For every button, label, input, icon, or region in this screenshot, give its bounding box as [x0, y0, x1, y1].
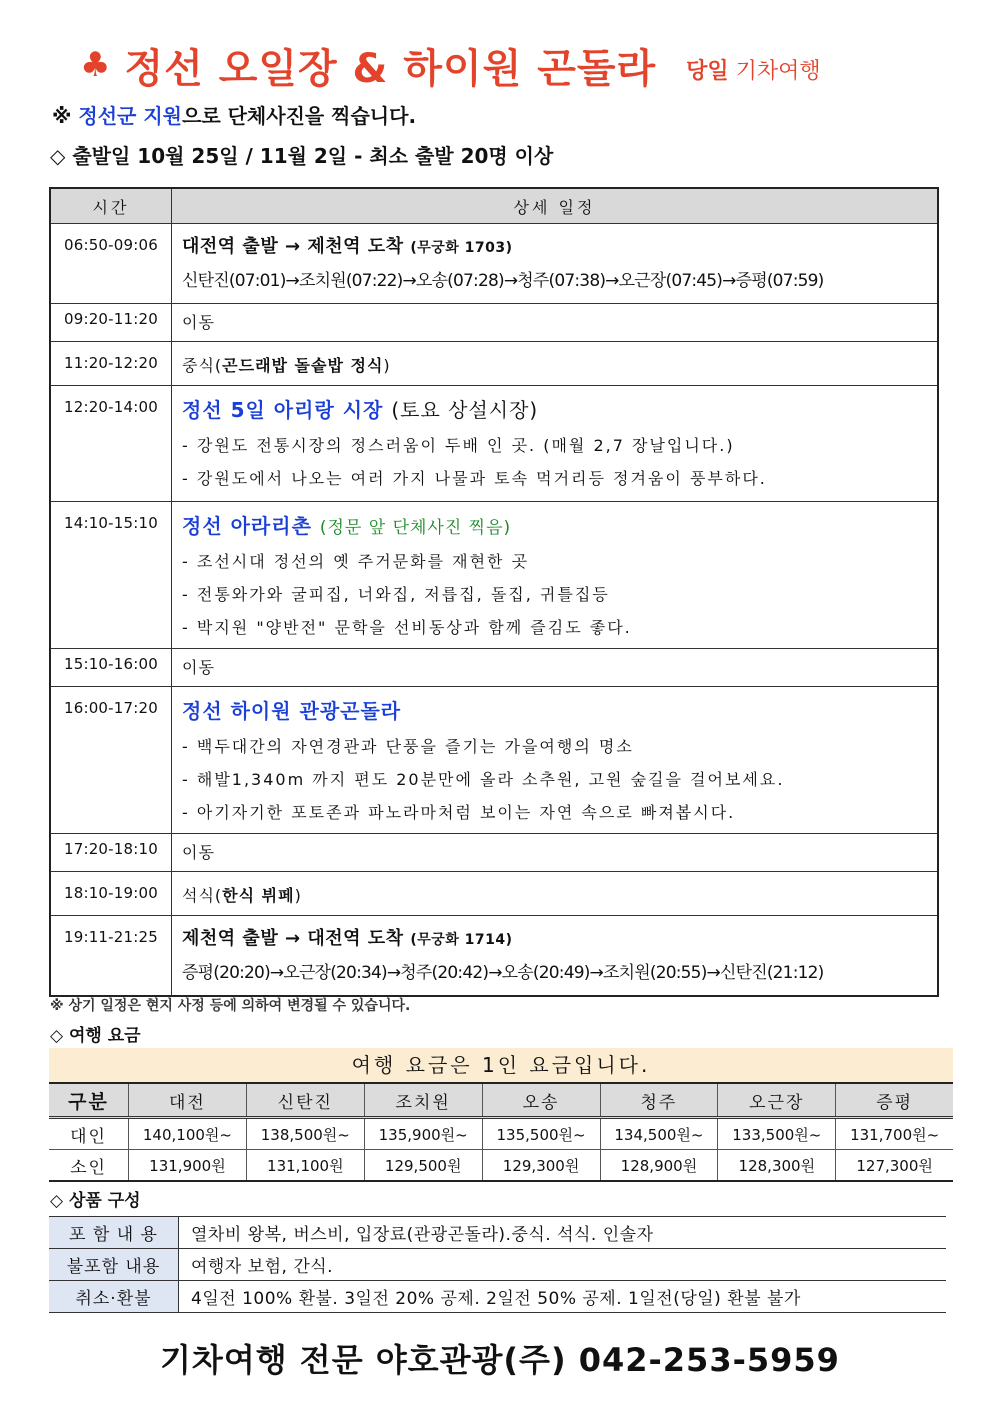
subtitle-trip: 기차여행 [735, 58, 821, 84]
schedule-row [50, 916, 938, 996]
fare-cell: 138,500원~ [246, 1118, 364, 1150]
fare-cell: 소인 [49, 1150, 129, 1182]
row-detail: 이동 [172, 649, 939, 687]
product-section-title: ◇ 상품 구성 [50, 1191, 141, 1211]
product-label: 포 함 내 용 [49, 1217, 179, 1249]
product-value: 여행자 보험, 간식. [179, 1249, 947, 1281]
fare-cell: 134,500원~ [600, 1118, 718, 1150]
row-time: 12:20-14:00 [50, 386, 172, 502]
fare-cell: 140,100원~ [129, 1118, 247, 1150]
row-detail [172, 342, 939, 386]
row-heading [182, 510, 927, 539]
fare-cell: 131,100원 [246, 1150, 364, 1182]
schedule-footnote: ※ 상기 일정은 현지 사정 등에 의하여 변경될 수 있습니다. [50, 998, 411, 1014]
fare-header-cell: 증평 [836, 1083, 953, 1118]
col-detail: 상세 일정 [172, 188, 939, 224]
schedule-row [50, 649, 938, 687]
fare-child-row [49, 1150, 953, 1182]
row-time: 17:20-18:10 [50, 834, 172, 872]
row-time: 19:11-21:25 [50, 916, 172, 996]
row-time: 15:10-16:00 [50, 649, 172, 687]
fare-cell: 131,700원~ [836, 1118, 953, 1150]
heading-note: (토요 상설시장) [391, 398, 539, 422]
fare-header-cell: 청주 [600, 1083, 718, 1118]
train-number: (무궁화 1714) [410, 932, 513, 948]
product-value: 열차비 왕복, 버스비, 입장료(관광곤돌라).중식. 석식. 인솔자 [179, 1217, 947, 1249]
fare-cell: 129,300원 [482, 1150, 600, 1182]
fare-header-cell: 대전 [129, 1083, 247, 1118]
meal-menu: 곤드래밥 돌솥밥 정식 [222, 356, 384, 375]
fare-header-cell: 오송 [482, 1083, 600, 1118]
row-heading: 정선 하이원 관광곤돌라 [182, 699, 402, 723]
row-time: 11:20-12:20 [50, 342, 172, 386]
bullet-line: - 백두대간의 자연경관과 단풍을 즐기는 가을여행의 명소 [182, 737, 634, 756]
fare-cell: 129,500원 [364, 1150, 482, 1182]
row-time: 06:50-09:06 [50, 224, 172, 304]
schedule-row [50, 872, 938, 916]
bullet-line: - 전통와가와 굴피집, 너와집, 저릅집, 돌집, 귀틀집등 [182, 585, 610, 604]
fare-table [49, 1082, 953, 1182]
row-detail [172, 502, 939, 649]
fare-header-row [49, 1083, 953, 1118]
bullet-line: - 강원도에서 나오는 여러 가지 나물과 토속 먹거리등 정겨움이 풍부하다. [182, 469, 767, 488]
fare-cell: 대인 [49, 1118, 129, 1150]
product-label: 불포함 내용 [49, 1249, 179, 1281]
train-number: (무궁화 1703) [410, 240, 513, 256]
product-value: 4일전 100% 환불. 3일전 20% 공제. 2일전 50% 공제. 1일전(당일) 환불 불가 [179, 1281, 947, 1313]
schedule-row [50, 342, 938, 386]
heading-text: 정선 아라리촌 [182, 514, 312, 538]
bullet-line: - 해발1,340m 까지 편도 20분만에 올라 소추원, 고원 숲길을 걸어보세요. [182, 770, 785, 789]
fare-cell: 128,300원 [718, 1150, 836, 1182]
row-detail: 이동 [172, 304, 939, 342]
clover-icon: ♣ [80, 45, 111, 85]
fare-banner: 여행 요금은 1인 요금입니다. [49, 1048, 953, 1082]
row-detail [172, 916, 939, 996]
fare-header-cell: 신탄진 [246, 1083, 364, 1118]
notice-highlight: 정선군 지원 [78, 104, 182, 128]
meal-prefix: 중식( [182, 356, 223, 375]
product-row [49, 1249, 946, 1281]
fare-header-cell: 구분 [49, 1083, 129, 1118]
schedule-table [49, 187, 939, 997]
product-label: 취소·환불 [49, 1281, 179, 1313]
bullet-line: - 조선시대 정선의 옛 주거문화를 재현한 곳 [182, 552, 530, 571]
row-time: 16:00-17:20 [50, 687, 172, 834]
schedule-row [50, 304, 938, 342]
bullet-line: - 박지원 "양반전" 문학을 선비동상과 함께 즐김도 좋다. [182, 618, 632, 637]
meal-suffix: ) [383, 356, 391, 375]
fare-section-title: ◇ 여행 요금 [50, 1026, 141, 1046]
schedule-row [50, 502, 938, 649]
fare-cell: 135,900원~ [364, 1118, 482, 1150]
row-detail: 이동 [172, 834, 939, 872]
row-heading [182, 232, 927, 258]
row-time: 09:20-11:20 [50, 304, 172, 342]
notice-text: 으로 단체사진을 찍습니다. [182, 104, 417, 128]
row-heading [182, 924, 927, 950]
subtitle-day: 당일 [686, 58, 729, 84]
product-row [49, 1281, 946, 1313]
schedule-row [50, 834, 938, 872]
heading-text: 대전역 출발 → 제천역 도착 [182, 236, 404, 257]
departure-text: 출발일 10월 25일 / 11월 2일 - 최소 출발 20명 이상 [72, 144, 554, 168]
row-time: 14:10-15:10 [50, 502, 172, 649]
heading-text: 제천역 출발 → 대전역 도착 [182, 928, 404, 949]
fare-cell: 133,500원~ [718, 1118, 836, 1150]
product-table [49, 1216, 946, 1313]
schedule-row [50, 687, 938, 834]
row-detail [172, 687, 939, 834]
photo-notice [52, 100, 416, 129]
row-heading [182, 394, 927, 423]
meal-prefix: 석식( [182, 886, 223, 905]
company-contact: 기차여행 전문 야호관광(주) 042-253-5959 [160, 1341, 840, 1379]
col-time: 시간 [50, 188, 172, 224]
row-detail [172, 872, 939, 916]
schedule-header-row [50, 188, 938, 224]
bullet-line: - 아기자기한 포토존과 파노라마처럼 보이는 자연 속으로 빠져봅시다. [182, 803, 736, 822]
fare-adult-row [49, 1118, 953, 1150]
route-stops: 증평(20:20)→오근장(20:34)→청주(20:42)→오송(20:49)→조치원(20:55)→신탄진(21:12) [182, 963, 824, 983]
route-stops: 신탄진(07:01)→조치원(07:22)→오송(07:28)→청주(07:38)→오근장(07:45)→증평(07:59) [182, 271, 824, 291]
row-detail [172, 224, 939, 304]
meal-menu: 한식 뷔페 [222, 886, 295, 905]
fare-cell: 127,300원 [836, 1150, 953, 1182]
schedule-row [50, 224, 938, 304]
title-row [80, 30, 940, 100]
page-subtitle [686, 54, 821, 85]
heading-text: 정선 5일 아리랑 시장 [182, 398, 384, 422]
page-title: 정선 오일장 & 하이원 곤돌라 [124, 45, 657, 92]
row-time: 18:10-19:00 [50, 872, 172, 916]
row-detail [172, 386, 939, 502]
fare-cell: 135,500원~ [482, 1118, 600, 1150]
fare-header-cell: 조치원 [364, 1083, 482, 1118]
schedule-row [50, 386, 938, 502]
heading-note: (정문 앞 단체사진 찍음) [319, 518, 512, 538]
meal-suffix: ) [294, 886, 302, 905]
diamond-icon: ◇ [50, 144, 66, 168]
fare-header-cell: 오근장 [718, 1083, 836, 1118]
fare-cell: 128,900원 [600, 1150, 718, 1182]
departure-info [50, 140, 553, 169]
bullet-line: - 강원도 전통시장의 정스러움이 두배 인 곳. (매월 2,7 장날입니다.) [182, 436, 735, 455]
fare-cell: 131,900원 [129, 1150, 247, 1182]
product-row [49, 1217, 946, 1249]
notice-mark: ※ [52, 104, 72, 128]
